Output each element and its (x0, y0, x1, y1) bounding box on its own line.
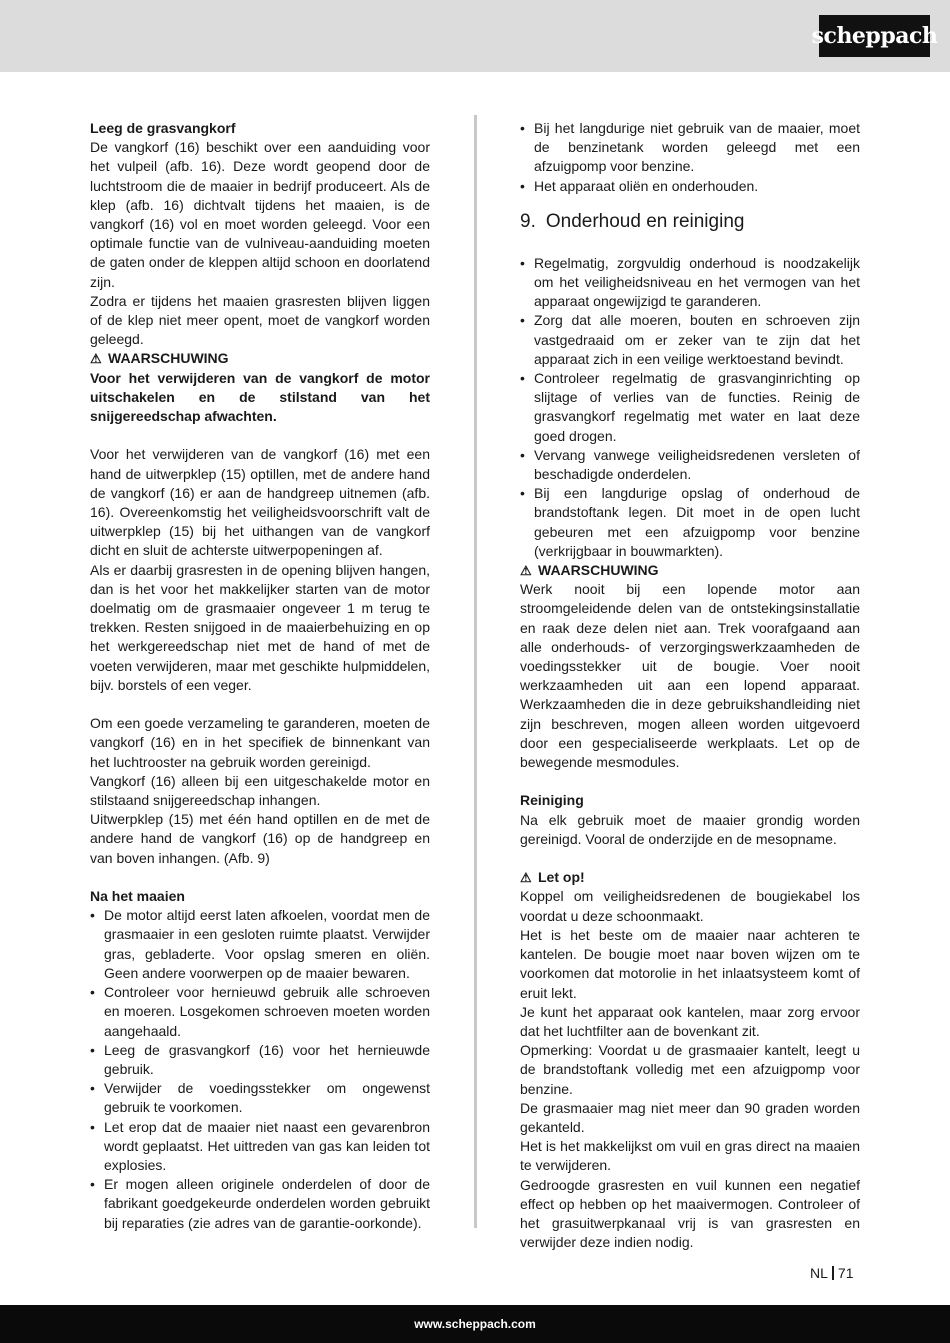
attention-heading (520, 868, 860, 887)
paragraph: Voor het verwijderen van de vangkorf (16) met een hand de uitwerpklep (15) optillen, met de andere hand de vangkorf (16) er aan de handgreep uitnemen (afb. 16). Overeenkomstig het veiligheidsvoorschrift valt de uitwerpklep (15) bij het uithangen van de vangkorf dicht en sluit de achterste uitwerpopeningen af. (90, 446, 430, 559)
left-column (90, 119, 430, 1233)
section-title-text: Onderhoud en reiniging (545, 210, 745, 232)
list-item: • Let erop dat de maaier niet naast een gevarenbron wordt geplaatst. Het uittreden van gas kan leiden tot explosies. (90, 1118, 430, 1176)
paragraph: Het is het makkelijkst om vuil en gras direct na maaien te verwijderen. (520, 1138, 860, 1174)
intro-list (520, 119, 860, 196)
warning-text: Werk nooit bij een lopende motor aan stroomgeleidende delen van de ontstekingsinstallatie en raak deze delen niet aan. Trek voorafgaand aan alle onderhouds- of verzorgingswerkzaamheden de voedingsstekker uit de bougie. Voer nooit werkzaamheden uit aan een lopend apparaat. Werkzaamheden die in deze gebruikshandleiding niet zijn beschreven, mogen alleen worden uitgevoerd door een gespecialiseerde werkplaats. Let op de bewegende mesmodules. (520, 581, 860, 771)
paragraph: Na elk gebruik moet de maaier grondig worden gereinigd. Vooral de onderzijde en de mesopname. (520, 811, 860, 847)
paragraph: Uitwerpklep (15) met één hand optillen en de met de andere hand de vangkorf (16) op de handgreep en van boven inhangen. (Afb. 9) (90, 811, 430, 866)
warning-heading (90, 349, 430, 368)
warning-triangle-icon: ⚠ (520, 563, 532, 579)
paragraph: Koppel om veiligheidsredenen de bougiekabel los voordat u deze schoonmaakt. (520, 888, 860, 924)
list-item: • Het apparaat oliën en onderhouden. (520, 177, 860, 196)
brand-logo-text: scheppach (811, 23, 938, 49)
paragraph: Opmerking: Voordat u de grasmaaier kantelt, leegt u de brandstoftank volledig met een afzuigpomp voor benzine. (520, 1042, 860, 1097)
section-title (520, 210, 860, 234)
paragraph: Gedroogde grasresten en vuil kunnen een negatief effect op hebben op het maaivermogen. Controleer of het grasuitwerpkanaal vrij is van grasresten en verwijder deze indien nodig. (520, 1176, 860, 1251)
warning-triangle-icon: ⚠ (520, 870, 532, 886)
warning-title: WAARSCHUWING (108, 350, 229, 367)
list-item: • Controleer voor hernieuwd gebruik alle schroeven en moeren. Losgekomen schroeven moeten worden aangehaald. (90, 983, 430, 1041)
section-heading-after-mowing: Na het maaien (90, 888, 185, 905)
warning-text: Voor het verwijderen van de vangkorf de motor uitschakelen en de stilstand van het snijgereedschap afwachten. (90, 369, 430, 425)
list-item: • Regelmatig, zorgvuldig onderhoud is noodzakelijk om het veiligheidsniveau en het vermogen van het apparaat ongewijzigd te garanderen. (520, 254, 860, 312)
footer-bar (0, 1305, 950, 1343)
list-item: • Bij het langdurige niet gebruik van de maaier, moet de benzinetank worden geleegd met een afzuigpomp voor benzine. (520, 119, 860, 177)
list-item: • Vervang vanwege veiligheidsredenen versleten of beschadigde onderdelen. (520, 446, 860, 484)
warning-title: WAARSCHUWING (538, 562, 659, 579)
paragraph: Vangkorf (16) alleen bij een uitgeschakelde motor en stilstaand snijgereedschap inhangen. (90, 772, 430, 809)
list-item: • Zorg dat alle moeren, bouten en schroeven zijn vastgedraaid om er zeker van te zijn dat het apparaat zich in een veilige werktoestand bevindt. (520, 311, 860, 369)
page-language: NL (810, 1265, 828, 1281)
after-mowing-list (90, 906, 430, 1232)
list-item: • Er mogen alleen originele onderdelen of door de fabrikant goedgekeurde onderdelen worden gebruikt bij reparaties (zie adres van de garantie-oorkonde). (90, 1175, 430, 1233)
paragraph: Zodra er tijdens het maaien grasresten blijven liggen of de klep niet meer opent, moet de vangkorf worden geleegd. (90, 292, 430, 348)
header-bar (0, 0, 950, 72)
warning-heading (520, 561, 860, 580)
column-divider (474, 115, 477, 1228)
list-item: • Verwijder de voedingsstekker om ongewenst gebruik te voorkomen. (90, 1079, 430, 1117)
maintenance-list (520, 254, 860, 561)
paragraph: Je kunt het apparaat ook kantelen, maar zorg ervoor dat het luchtfilter aan de bovenkant zit. (520, 1003, 860, 1039)
paragraph: Om een goede verzameling te garanderen, moeten de vangkorf (16) en in het specifiek de binnenkant van het luchtrooster na gebruik worden gereinigd. (90, 715, 430, 770)
paragraph: De grasmaaier mag niet meer dan 90 graden worden gekanteld. (520, 1099, 860, 1135)
section-heading-empty-catcher: Leeg de grasvangkorf (90, 120, 236, 136)
paragraph: Als er daarbij grasresten in de opening blijven hangen, dan is het voor het makkelijker starten van de motor doelmatig om de grasmaaier ongeveer 1 m terug te trekken. Resten snijgoed in de maaierbehuizing en op het werkgereedschap niet met de hand of met de voeten verwijderen, maar met geschikte hulpmiddelen, bijv. borstels of een veger. (90, 561, 430, 693)
right-column (520, 119, 860, 1252)
list-item: • De motor altijd eerst laten afkoelen, voordat men de grasmaaier in een gesloten ruimte plaatst. Verwijder gras, gebladerte. Voor opslag smeren en oliën. Geen andere voorwerpen op de maaier bewaren. (90, 906, 430, 983)
section-number: 9. (520, 210, 536, 232)
list-item: • Bij een langdurige opslag of onderhoud de brandstoftank legen. Dit moet in de open lucht gebeuren met een afzuigpomp voor benzine (verkrijgbaar in bouwmarkten). (520, 484, 860, 561)
page-number (810, 1264, 853, 1282)
attention-title: Let op! (538, 869, 585, 886)
warning-triangle-icon: ⚠ (90, 351, 102, 367)
page-number-value: 71 (837, 1265, 854, 1281)
list-item: • Leeg de grasvangkorf (16) voor het hernieuwde gebruik. (90, 1041, 430, 1079)
page-number-separator (832, 1266, 834, 1280)
section-heading-cleaning: Reiniging (520, 792, 584, 809)
footer-url[interactable]: www.scheppach.com (414, 1317, 536, 1331)
paragraph: Het is het beste om de maaier naar achteren te kantelen. De bougie moet naar boven wijzen om te voorkomen dat motorolie in het inlaatsysteem komt of eruit lekt. (520, 926, 860, 1001)
list-item: • Controleer regelmatig de grasvanginrichting op slijtage of verlies van de functies. Reinig de grasvangkorf regelmatig met water en laat deze goed drogen. (520, 369, 860, 446)
brand-logo (811, 15, 938, 57)
paragraph: De vangkorf (16) beschikt over een aanduiding voor het vulpeil (afb. 16). Deze wordt geopend door de luchtstroom die de maaier in bedrijf produceert. Als de klep (afb. 16) dichtvalt tijdens het maaien, is de vangkorf (16) vol en moet worden geleegd. Voor een optimale functie van de vulniveau-aanduiding moeten de gaten onder de kleppen altijd schoon en doorlatend zijn. (90, 139, 430, 290)
